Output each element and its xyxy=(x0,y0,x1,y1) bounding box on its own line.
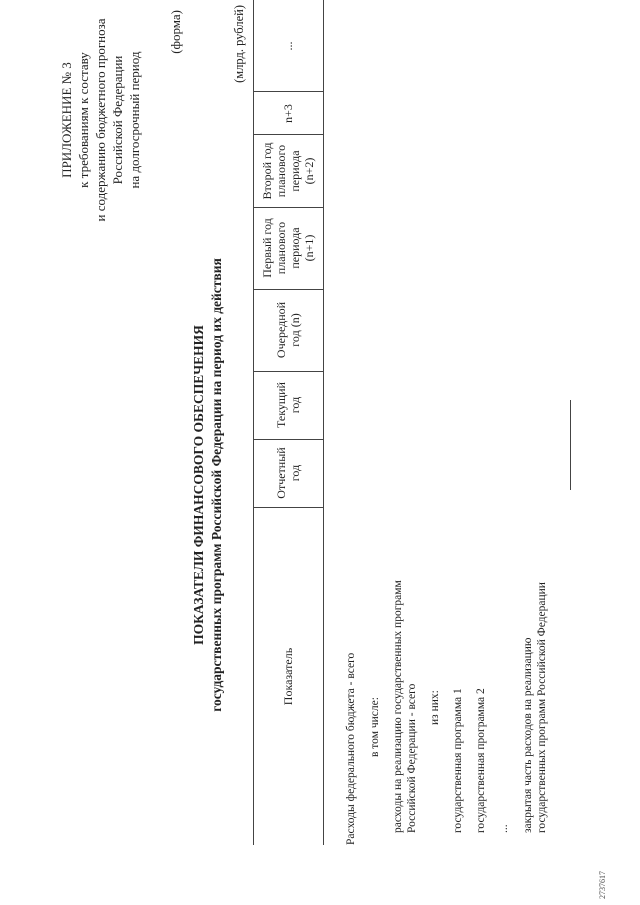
appendix-line: Российской Федерации xyxy=(110,55,125,185)
row-including: в том числе: xyxy=(369,697,381,757)
title-line-2: государственных программ Российской Федерации на период их действия xyxy=(209,258,224,712)
row-closed-part-line2: государственных программ Российской Федерации xyxy=(536,582,548,833)
header-plan-year-2: Второй год планового периода (n+2) xyxy=(260,142,316,200)
row-programs-total-line2: Российской Федерации - всего xyxy=(406,683,418,833)
title-line-1: ПОКАЗАТЕЛИ ФИНАНСОВОГО ОБЕСПЕЧЕНИЯ xyxy=(191,325,206,645)
column-divider xyxy=(253,289,323,290)
row-program-1: государственная программа 1 xyxy=(452,688,464,833)
header-plan-year-1: Первый год планового периода (n+1) xyxy=(260,218,316,278)
document-title xyxy=(190,125,226,845)
header-next-year: Очередной год (n) xyxy=(274,301,302,359)
header-reported-year: Отчетный год xyxy=(274,447,302,499)
separator-line xyxy=(570,400,571,490)
row-federal-budget-total: Расходы федерального бюджета - всего xyxy=(345,652,357,845)
appendix-line: на долгосрочный период xyxy=(127,51,142,189)
header-more-columns: ... xyxy=(281,41,295,51)
row-ellipsis: ... xyxy=(498,824,510,833)
row-programs-total-line1: расходы на реализацию государственных программ xyxy=(392,580,404,833)
column-divider xyxy=(253,371,323,372)
appendix-line: к требованиям к составу xyxy=(76,52,91,188)
appendix-block xyxy=(58,10,143,230)
document-code: 2737617 xyxy=(598,871,607,899)
row-of-which: из них: xyxy=(429,690,441,725)
appendix-line: и содержанию бюджетного прогноза xyxy=(93,18,108,222)
header-indicator: Показатель xyxy=(281,647,295,706)
row-program-2: государственная программа 2 xyxy=(475,688,487,833)
appendix-number: ПРИЛОЖЕНИЕ № 3 xyxy=(59,62,74,178)
row-closed-part-line1: закрытая часть расходов на реализацию xyxy=(522,637,534,833)
column-divider xyxy=(253,207,323,208)
units-label: (млрд. рублей) xyxy=(232,5,246,83)
header-current-year: Текущий год xyxy=(274,382,302,428)
table-header-bottom-border xyxy=(323,0,324,845)
form-label: (форма) xyxy=(168,10,183,54)
header-n-plus-3: n+3 xyxy=(281,104,295,123)
column-divider xyxy=(253,439,323,440)
